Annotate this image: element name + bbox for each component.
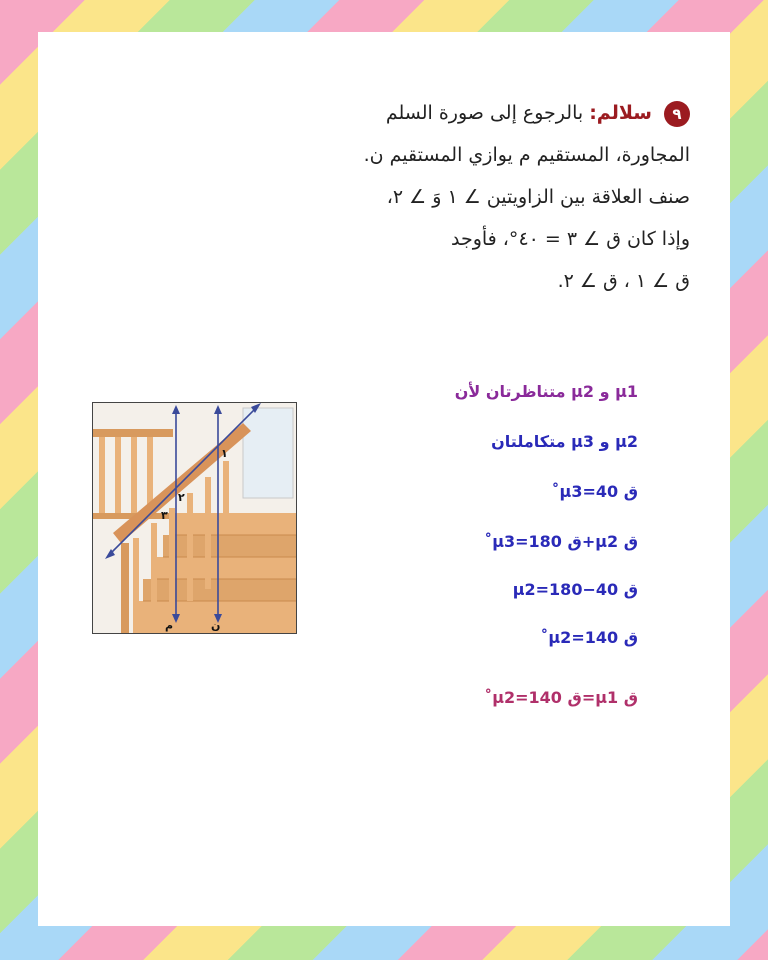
solution-line-5: ق µ2=180−40 [512,580,638,599]
angle-label-2: ٢ [178,491,185,504]
line-label-m: م [165,619,174,632]
solution-final-answer: ق µ1=ق µ2=140˚ [484,688,638,707]
staircase-illustration [93,403,296,633]
problem-line-text: بالرجوع إلى صورة السلم [385,102,584,124]
problem-number-badge: ٩ [664,101,690,127]
problem-keyword: سلالم: [589,102,652,124]
solution-line-4: ق µ2+ق µ3=180˚ [484,532,638,551]
staircase-figure [92,402,297,634]
problem-line-3: صنف العلاقة بين الزاويتين ∠ ١ وَ ∠ ٢، [386,186,690,208]
problem-text [300,92,690,302]
problem-line-1 [300,92,690,134]
angle-label-3: ٣ [161,509,168,522]
solution-line-6: ق µ2=140˚ [540,628,638,647]
solution-line-2: µ2 و µ3 متكاملتان [491,432,638,451]
angle-label-1: ١ [221,447,228,460]
solution-line-1 [455,382,638,401]
problem-line-2: المجاورة، المستقيم م يوازي المستقيم ن. [363,144,690,166]
problem-line-5: ق ∠ ١ ، ق ∠ ٢. [557,270,690,292]
line-label-n: ن [211,619,221,632]
problem-line-4: وإذا كان ق ∠ ٣ = ٤٠°، فأوجد [451,228,690,250]
solution-line-1-text: µ1 و µ2 متناظرتان لأن [454,382,638,401]
solution-line-3: ق µ3=40˚ [551,482,638,501]
window [243,408,293,498]
